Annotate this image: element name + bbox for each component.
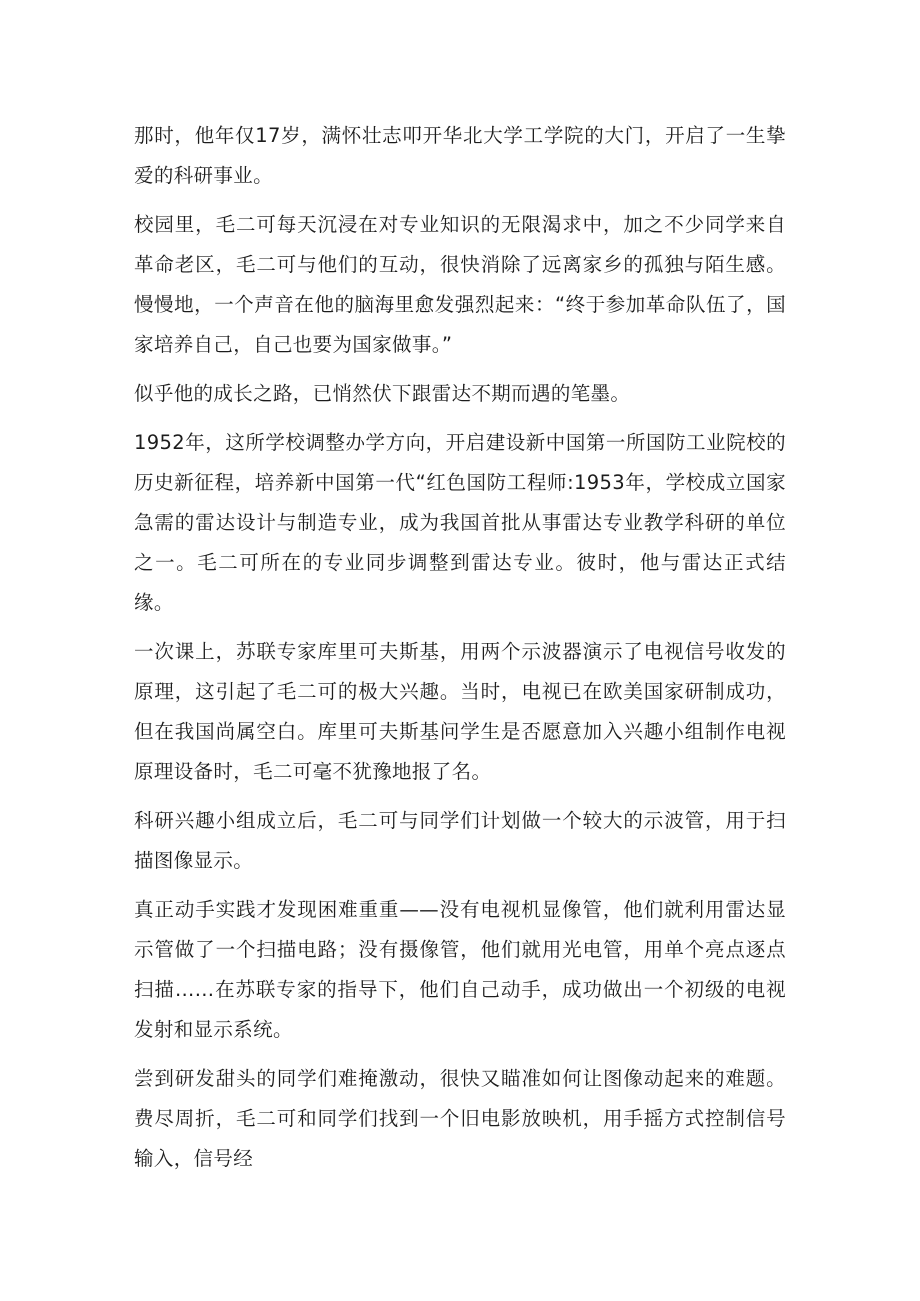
paragraph-8: 尝到研发甜头的同学们难掩激动，很快又瞄准如何让图像动起来的难题。费尽周折，毛二可和同学们找到一个旧电影放映机，用手摇方式控制信号输入，信号经 xyxy=(134,1067,786,1170)
paragraph-4: 1952年，这所学校调整办学方向，开启建设新中国第一所国防工业院校的历史新征程，培养新中国第一代“红色国防工程师:1953年，学校成立国家急需的雷达设计与制造专业，成为我国首批从事雷达专业教学科研的单位之一。毛二可所在的专业同步调整到雷达专业。彼时，他与雷达正式结缘。 xyxy=(134,431,786,614)
paragraph-1: 那时，他年仅17岁，满怀壮志叩开华北大学工学院的大门，开启了一生挚爱的科研事业。 xyxy=(134,124,786,187)
paragraph-7: 真正动手实践才发现困难重重——没有电视机显像管，他们就利用雷达显示管做了一个扫描电路；没有摄像管，他们就用光电管，用单个亮点逐点扫描……在苏联专家的指导下，他们自己动手，成功做出一个初级的电视发射和显示系统。 xyxy=(134,898,786,1041)
paragraph-3: 似乎他的成长之路，已悄然伏下跟雷达不期而遇的笔墨。 xyxy=(134,382,631,405)
paragraph-2: 校园里，毛二可每天沉浸在对专业知识的无限渴求中，加之不少同学来自革命老区，毛二可与他们的互动，很快消除了远离家乡的孤独与陌生感。慢慢地，一个声音在他的脑海里愈发强烈起来：“终于参加革命队伍了，国家培养自己，自己也要为国家做事。” xyxy=(134,213,786,356)
paragraph-5: 一次课上，苏联专家库里可夫斯基，用两个示波器演示了电视信号收发的原理，这引起了毛二可的极大兴趣。当时，电视已在欧美国家研制成功，但在我国尚属空白。库里可夫斯基问学生是否愿意加入兴趣小组制作电视原理设备时，毛二可毫不犹豫地报了名。 xyxy=(134,640,786,783)
paragraph-6: 科研兴趣小组成立后，毛二可与同学们计划做一个较大的示波管，用于扫描图像显示。 xyxy=(134,809,786,872)
